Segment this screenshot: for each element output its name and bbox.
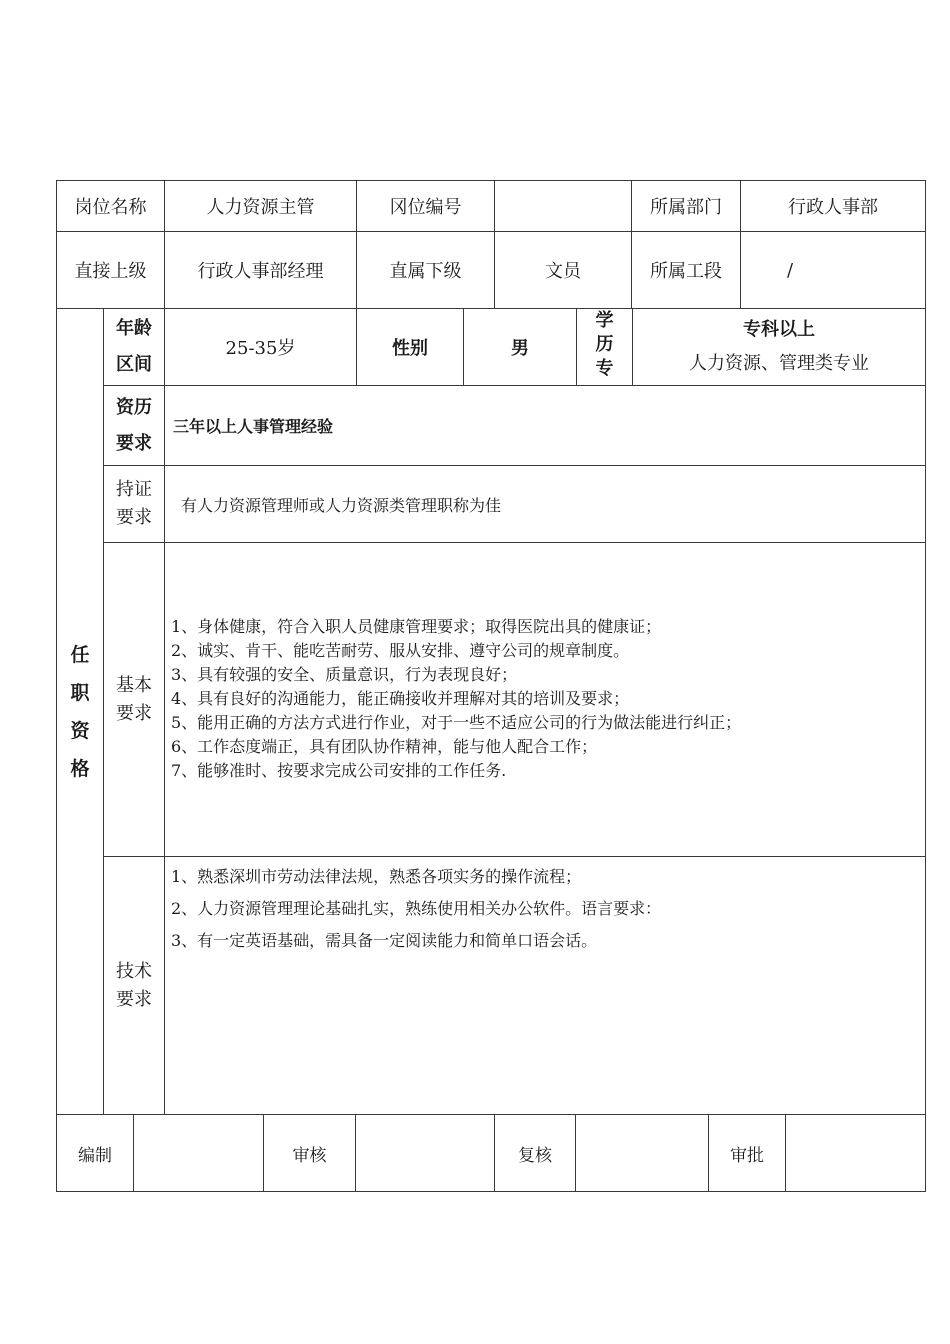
- label-line: 技术: [116, 960, 152, 982]
- basic-requirements-list: [171, 615, 741, 783]
- list-item: 5、能用正确的方法方式进行作业，对于一些不适应公司的行为做法能进行纠正；: [171, 713, 742, 732]
- label-line: 要求: [116, 432, 152, 454]
- value-section: /: [741, 232, 926, 309]
- list-item: 3、有一定英语基础，需具备一定阅读能力和简单口语会话。: [171, 931, 598, 950]
- value-certificate: 有人力资源管理师或人力资源类管理职称为佳: [165, 466, 926, 543]
- qualification-side-label: [57, 309, 104, 1115]
- list-item: 2、人力资源管理理论基础扎实，熟练使用相关办公软件。语言要求：: [171, 899, 662, 918]
- label-age-range: [104, 309, 165, 386]
- label-line: 要求: [116, 507, 152, 528]
- value-approved-by: [786, 1115, 926, 1192]
- technical-requirements-list: [171, 861, 661, 957]
- label-direct-subordinate: 直属下级: [357, 232, 495, 309]
- side-char: 任: [70, 643, 90, 666]
- label-section: 所属工段: [632, 232, 741, 309]
- value-department: 行政人事部: [741, 181, 926, 232]
- list-item: 6、工作态度端正，具有团队协作精神，能与他人配合工作；: [171, 737, 598, 756]
- value-compiled-by: [134, 1115, 264, 1192]
- value-direct-subordinate: 文员: [495, 232, 632, 309]
- side-char: 格: [70, 757, 90, 780]
- value-rechecked-by: [576, 1115, 709, 1192]
- list-item: 4、具有良好的沟通能力，能正确接收并理解对其的培训及要求；: [171, 689, 630, 708]
- value-education: [633, 309, 926, 386]
- label-reviewed-by: 审核: [264, 1115, 356, 1192]
- value-job-code: [495, 181, 632, 232]
- value-gender: 男: [464, 309, 577, 386]
- list-item: 3、具有较强的安全、质量意识，行为表现良好；: [171, 665, 518, 684]
- label-line: 学: [595, 310, 614, 331]
- label-line: 要求: [116, 988, 152, 1010]
- label-line: 基本: [116, 674, 152, 696]
- label-line: 要求: [116, 702, 152, 724]
- label-technical-requirements: [104, 857, 165, 1115]
- side-char: 职: [70, 681, 90, 704]
- label-line: 专: [595, 358, 614, 379]
- label-approved-by: 审批: [709, 1115, 786, 1192]
- list-item: 1、身体健康，符合入职人员健康管理要求；取得医院出具的健康证；: [171, 617, 662, 636]
- label-basic-requirements: [104, 543, 165, 857]
- education-level: 专科以上: [743, 319, 815, 340]
- label-experience: [104, 386, 165, 466]
- label-certificate: [104, 466, 165, 543]
- value-reviewed-by: [356, 1115, 495, 1192]
- value-experience: 三年以上人事管理经验: [165, 386, 926, 466]
- label-job-code: 冈位编号: [357, 181, 495, 232]
- label-line: 年龄: [116, 318, 152, 339]
- label-gender: 性别: [357, 309, 464, 386]
- label-line: 资历: [116, 396, 152, 418]
- list-item: 1、熟悉深圳市劳动法律法规，熟悉各项实务的操作流程；: [171, 867, 582, 886]
- label-education: [577, 309, 633, 386]
- label-line: 区间: [116, 354, 152, 375]
- technical-requirements-cell: [165, 857, 926, 1115]
- basic-requirements-cell: [165, 543, 926, 857]
- list-item: 7、能够准时、按要求完成公司安排的工作任务.: [171, 761, 507, 780]
- label-direct-superior: 直接上级: [57, 232, 165, 309]
- job-description-table: [56, 180, 926, 1192]
- education-major: 人力资源、管理类专业: [689, 353, 869, 374]
- label-line: 历: [595, 334, 614, 355]
- label-job-title: 岗位名称: [57, 181, 165, 232]
- label-line: 持证: [116, 479, 152, 500]
- label-compiled-by: 编制: [57, 1115, 134, 1192]
- value-age-range: 25-35岁: [165, 309, 357, 386]
- side-char: 资: [70, 719, 90, 742]
- value-direct-superior: 行政人事部经理: [165, 232, 357, 309]
- list-item: 2、诚实、肯干、能吃苦耐劳、服从安排、遵守公司的规章制度。: [171, 641, 630, 660]
- label-rechecked-by: 复核: [495, 1115, 576, 1192]
- value-job-title: 人力资源主管: [165, 181, 357, 232]
- label-department: 所属部门: [632, 181, 741, 232]
